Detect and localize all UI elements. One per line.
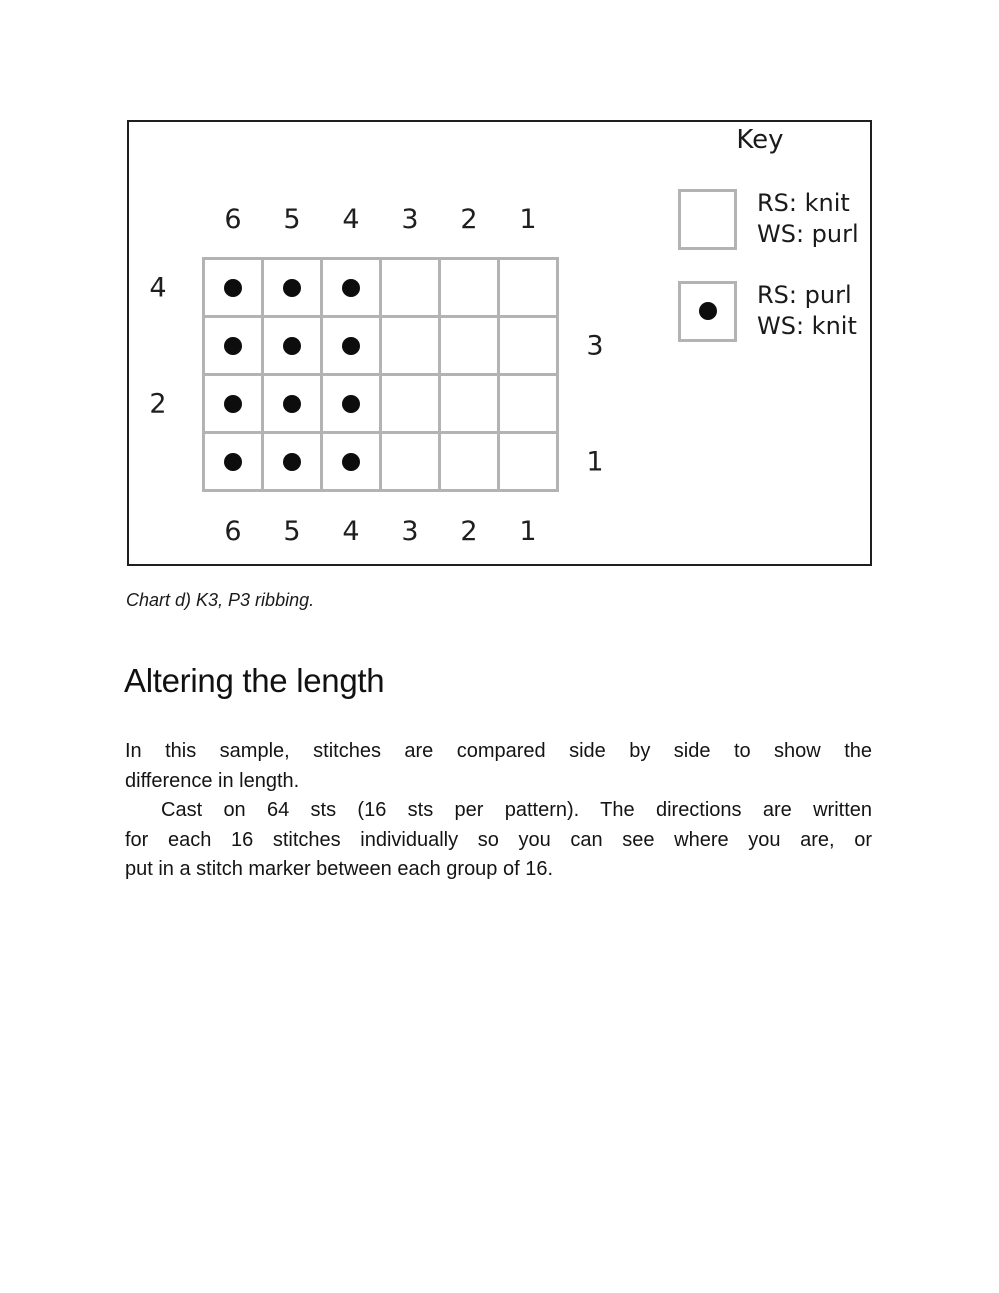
- grid-cell-knit: [500, 260, 556, 315]
- key-knit-line1: RS: knit: [757, 189, 850, 217]
- key-entry-knit: [678, 188, 859, 250]
- purl-dot-icon: [342, 453, 360, 471]
- grid-cell-purl: [205, 260, 261, 315]
- section-heading: Altering the length: [124, 662, 385, 699]
- key-entry-purl-label: [757, 280, 857, 342]
- knitting-grid: [202, 257, 559, 492]
- purl-dot-icon: [224, 337, 242, 355]
- body-text-line: for each 16 stitches individually so you can see where you are, or: [125, 828, 872, 851]
- column-number: 5: [283, 516, 301, 547]
- grid-cell-purl: [205, 376, 261, 431]
- purl-dot-icon: [283, 279, 301, 297]
- grid-cell-purl: [205, 318, 261, 373]
- key-title: Key: [736, 125, 784, 155]
- grid-cell-purl: [264, 260, 320, 315]
- grid-cell-purl: [205, 434, 261, 489]
- body-text-line: put in a stitch marker between each group of 16.: [125, 858, 554, 880]
- column-number: 2: [460, 516, 478, 547]
- grid-cell-knit: [500, 434, 556, 489]
- row-number: 4: [149, 272, 167, 303]
- column-number: 1: [519, 204, 537, 235]
- column-number: 4: [342, 516, 360, 547]
- grid-cell-purl: [323, 434, 379, 489]
- purl-dot-icon: [342, 395, 360, 413]
- empty-square-icon: [678, 189, 737, 250]
- purl-dot-icon: [283, 395, 301, 413]
- key-entry-purl: [678, 280, 857, 342]
- dot-square-icon: [678, 281, 737, 342]
- grid-cell-knit: [382, 376, 438, 431]
- purl-dot-icon: [224, 395, 242, 413]
- grid-cell-knit: [441, 318, 497, 373]
- body-text-line: Cast on 64 sts (16 sts per pattern). The directions are written: [161, 799, 872, 821]
- grid-cell-knit: [441, 434, 497, 489]
- key-knit-line2: WS: purl: [757, 220, 859, 248]
- grid-cell-purl: [323, 376, 379, 431]
- grid-cell-purl: [264, 318, 320, 373]
- grid-cell-knit: [441, 260, 497, 315]
- column-number: 2: [460, 204, 478, 235]
- body-text-line: difference in length.: [125, 769, 300, 792]
- grid-cell-knit: [382, 260, 438, 315]
- column-number: 3: [401, 516, 419, 547]
- column-numbers-bottom: [202, 512, 559, 552]
- key-entry-knit-label: [757, 188, 859, 250]
- column-numbers-top: [202, 200, 559, 240]
- grid-cell-knit: [382, 434, 438, 489]
- grid-cell-purl: [323, 260, 379, 315]
- key-purl-line2: WS: knit: [757, 312, 857, 340]
- row-number: 3: [586, 330, 604, 361]
- purl-dot-icon: [224, 279, 242, 297]
- row-number: 1: [586, 446, 604, 477]
- purl-dot-icon: [283, 453, 301, 471]
- column-number: 6: [224, 516, 242, 547]
- key-purl-line1: RS: purl: [757, 281, 852, 309]
- figure-caption: Chart d) K3, P3 ribbing.: [126, 590, 315, 610]
- column-number: 3: [401, 204, 419, 235]
- knitting-chart-figure: [127, 120, 872, 566]
- grid-cell-knit: [441, 376, 497, 431]
- purl-dot-icon: [342, 279, 360, 297]
- purl-dot-icon: [283, 337, 301, 355]
- purl-dot-icon: [699, 302, 717, 320]
- column-number: 4: [342, 204, 360, 235]
- grid-cell-purl: [323, 318, 379, 373]
- grid-cell-knit: [382, 318, 438, 373]
- grid-cell-purl: [264, 376, 320, 431]
- column-number: 6: [224, 204, 242, 235]
- grid-cell-knit: [500, 376, 556, 431]
- column-number: 1: [519, 516, 537, 547]
- row-number: 2: [149, 388, 167, 419]
- body-text-line: In this sample, stitches are compared side by side to show the: [125, 740, 872, 762]
- body-paragraphs: [125, 737, 872, 885]
- purl-dot-icon: [224, 453, 242, 471]
- purl-dot-icon: [342, 337, 360, 355]
- grid-cell-knit: [500, 318, 556, 373]
- grid-cell-purl: [264, 434, 320, 489]
- column-number: 5: [283, 204, 301, 235]
